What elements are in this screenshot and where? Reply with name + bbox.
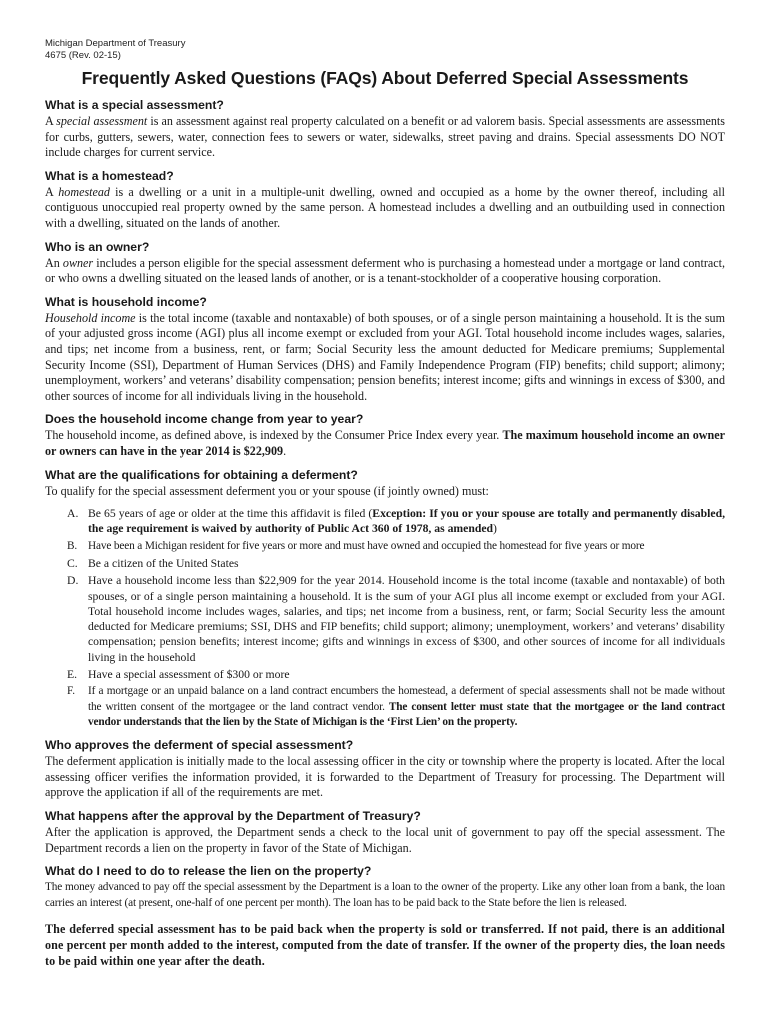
list-marker: D. (67, 574, 79, 588)
answer-text: The deferment application is initially made to the local assessing officer in the city or township where the property is located. After the local assessing officer verifies the information provided, it is forwarded to the Department of Treasury for processing. The Department will approve the application if all of the requirements are met. (45, 754, 725, 800)
faq-special-assessment (45, 98, 725, 161)
question-heading: What happens after the approval by the Department of Treasury? (45, 809, 421, 824)
question-heading: What is a homestead? (45, 168, 174, 183)
answer-text-part: An (45, 255, 63, 270)
list-marker: A. (67, 507, 79, 521)
faq-homestead (45, 169, 725, 232)
answer-text-part: A (45, 184, 59, 199)
answer-text (45, 185, 725, 232)
qualification-list (45, 506, 725, 730)
faq-approval (45, 738, 725, 801)
agency-name: Michigan Department of Treasury (45, 38, 186, 49)
faq-income-change (45, 412, 725, 459)
answer-text (45, 256, 725, 287)
document-page (45, 38, 725, 969)
answer-text (45, 428, 725, 459)
question-heading: Who is an owner? (45, 239, 150, 254)
answer-text: The money advanced to pay off the special assessment by the Department is a loan to the owner of the property. Like any other loan from a bank, the loan carries an interest (at present, one-half of one percent per month). The loan has to be paid back to the State before the lien is released. (45, 881, 725, 909)
answer-text-part: is the total income (taxable and nontaxable) of both spouses, or of a single person maintaining a household. It is the sum of your adjusted gross income (AGI) plus all income exempt or excluded from your AGI. Total household income includes wages, salaries, and tips; net income from a business, rent, or farm; Social Security less the amount deducted for Medicare premiums; Supplemental Security Income (SSI), Department of Human Services (DHS) and Family Independence Program (FIP) benefits; child support; alimony; unemployment, workers’ and veterans’ disability compensation; pension benefits; interest income; gifts and winnings in excess of $300, and other sources of income for all individuals living in the household. (45, 310, 726, 403)
answer-text-part: The household income, as defined above, is indexed by the Consumer Price Index every year. (45, 428, 503, 443)
list-item (67, 556, 725, 571)
answer-text (45, 114, 725, 161)
defined-term: homestead (58, 184, 110, 199)
defined-term: owner (62, 255, 94, 270)
answer-text-part: . (283, 443, 287, 458)
faq-owner (45, 240, 725, 287)
closing-statement: The deferred special assessment has to be paid back when the property is sold or transferred. If not paid, there is an additional one percent per month added to the interest, computed from the date of transfer. If the owner of the property dies, the loan needs to be paid within one year after the death. (45, 922, 725, 968)
list-marker: F. (67, 685, 75, 698)
list-item (67, 684, 725, 730)
list-item (67, 506, 725, 537)
answer-intro: To qualify for the special assessment deferment you or your spouse (if jointly owned) must: (45, 483, 489, 498)
list-marker: C. (67, 556, 78, 570)
list-marker: E. (67, 668, 78, 682)
list-item-text: If a mortgage or an unpaid balance on a land contract encumbers the homestead, a deferment of special assessments shall not be made without the written consent of the mortgagee or the land contract vendor. (88, 685, 725, 713)
list-item-text: Have a household income less than $22,909 for the year 2014. Household income is the total income (taxable and nontaxable) of both spouses, or of a single person maintaining a household. It is the sum of your AGI plus all income exempt or excluded from your AGI. Total household income includes wages, salaries, and tips; net income from a business, rent, or farm; Social Security less the amount deducted for Medicare premiums; SSI, DHS and FIP benefits; child support; alimony; unemployment, workers’ and veterans’ disability compensation; pension benefits; interest income; gifts and winnings in excess of $300, and other sources of income for all individuals living in the household (88, 574, 725, 664)
list-item-text: Be a citizen of the United States (88, 556, 239, 570)
faq-after-approval (45, 809, 725, 856)
answer-text-part: includes a person eligible for the special assessment deferment who is purchasing a homestead under a mortgage or land contract, or who owns a dwelling situated on the leased lands of another, or is a tenant-stockholder of a cooperative housing corporation. (45, 255, 725, 286)
answer-text-part: A (45, 114, 57, 128)
answer-text: After the application is approved, the Department sends a check to the local unit of government to pay off the special assessment. The Department records a lien on the property in favor of the State of Michigan. (45, 825, 725, 855)
form-number: 4675 (Rev. 02-15) (45, 50, 121, 61)
list-item-text: Have a special assessment of $300 or more (88, 668, 290, 682)
question-heading: Does the household income change from year to year? (45, 412, 364, 427)
list-item-exception: Exception: If you or your spouse are totally and permanently disabled, the age requirement is waived by authority of Public Act 360 of 1978, as amended (88, 507, 725, 536)
question-heading: What do I need to do to release the lien on the property? (45, 864, 372, 879)
faq-qualifications (45, 468, 725, 731)
page-title: Frequently Asked Questions (FAQs) About Deferred Special Assessments (81, 68, 689, 88)
list-item-text: Have been a Michigan resident for five years or more and must have owned and occupied the homestead for five years or more (88, 539, 645, 552)
answer-text-part: is an assessment against real property calculated on a benefit or ad valorem basis. Special assessments are assessments for curbs, gutters, sewers, water, connection fees to sewers or water, sidewalks, street paving and drains. Special assessments DO NOT include charges for current service. (45, 114, 725, 160)
question-heading: What is a special assessment? (45, 98, 224, 112)
list-item (67, 539, 725, 554)
faq-release-lien (45, 864, 725, 911)
defined-term: special assessment (56, 114, 148, 128)
question-heading: Who approves the deferment of special assessment? (45, 738, 354, 753)
question-heading: What are the qualifications for obtaining a deferment? (45, 467, 358, 482)
list-item-text: Be 65 years of age or older at the time this affidavit is filed ( (88, 507, 373, 521)
question-heading: What is household income? (45, 294, 207, 309)
answer-text (45, 311, 725, 405)
list-item-text: ) (493, 522, 497, 536)
defined-term: Household income (45, 310, 136, 325)
max-income-statement: The maximum household income an owner or owners can have in the year 2014 is $22,909 (45, 428, 725, 458)
faq-household-income (45, 295, 725, 405)
answer-text-part: is a dwelling or a unit in a multiple-unit dwelling, owned and occupied as a home by the owner thereof, including all contiguous unoccupied real property owned by the same person. A homestead includes a dwelling and an outbuilding used in connection with a dwelling, situated on the lands of another. (45, 184, 725, 230)
list-marker: B. (67, 539, 78, 552)
consent-letter-statement: The consent letter must state that the mortgagee or the land contract vendor understands that the lien by the State of Michigan is the ‘First Lien’ on the property. (88, 700, 725, 728)
list-item (67, 667, 725, 682)
list-item (67, 573, 725, 665)
